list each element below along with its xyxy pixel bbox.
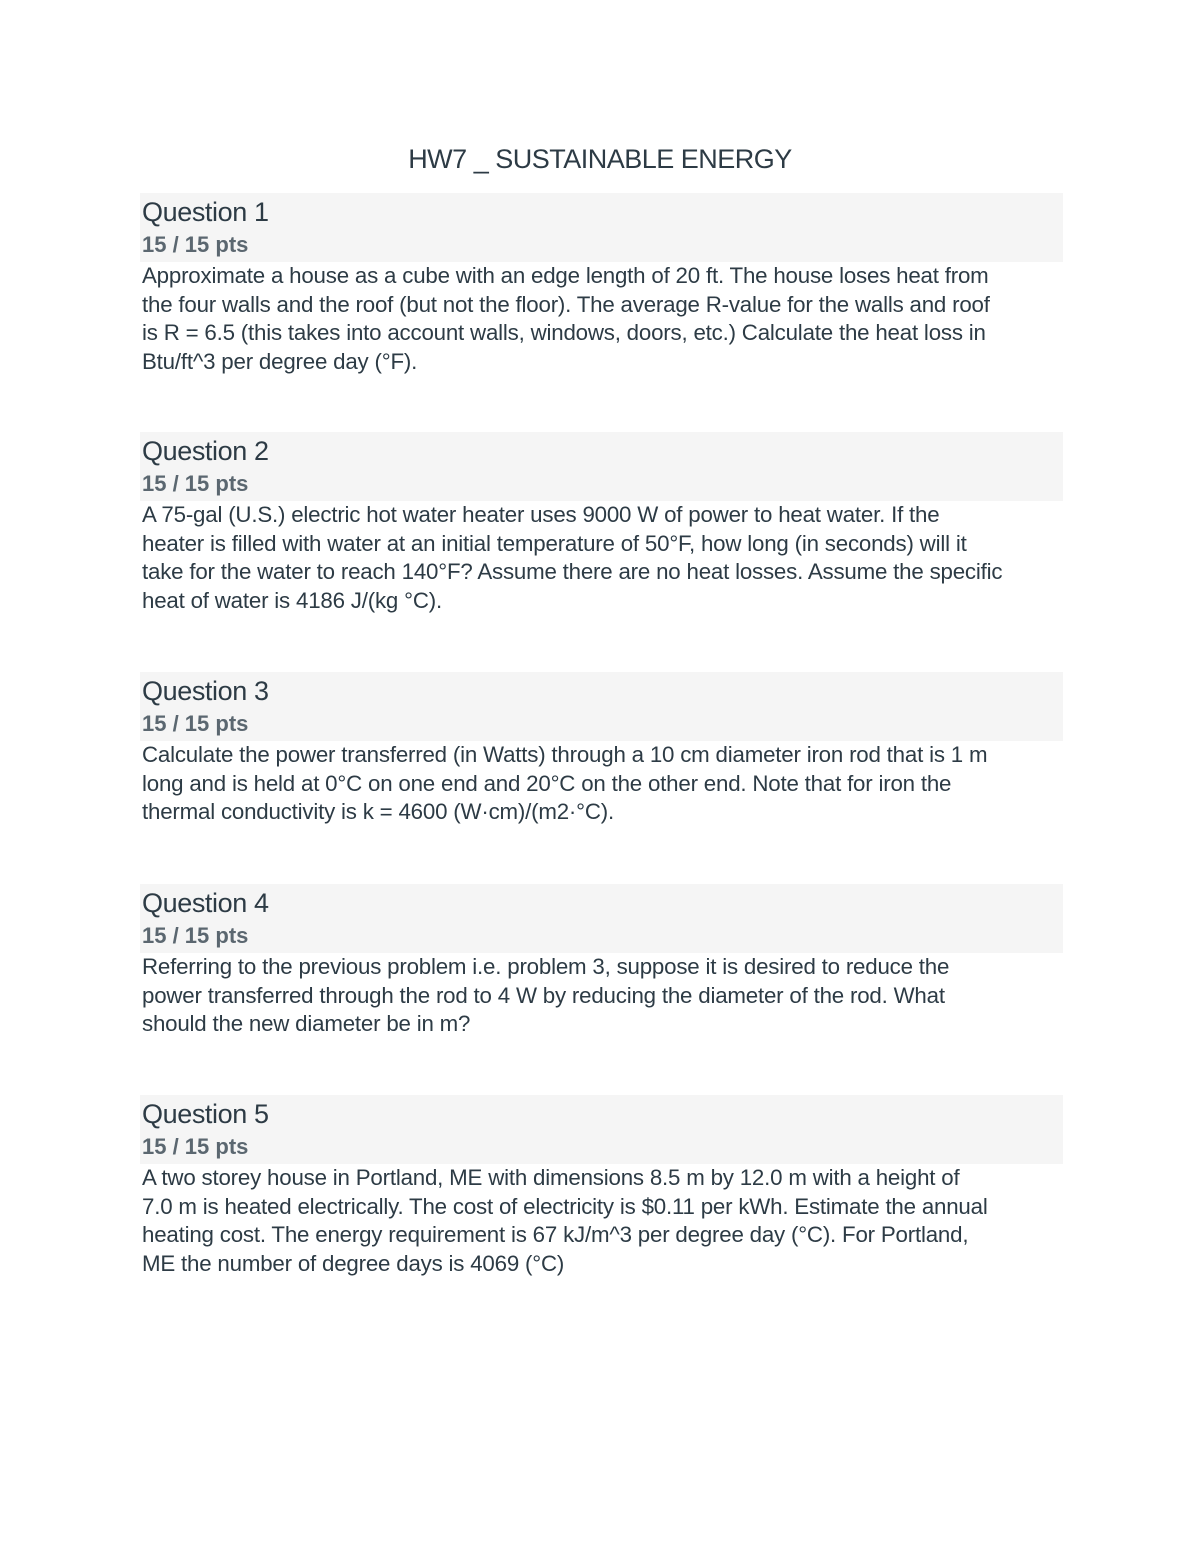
question-3	[140, 672, 1063, 827]
question-5	[140, 1095, 1063, 1278]
question-points: 15 / 15 pts	[142, 471, 249, 496]
question-header	[140, 884, 1063, 953]
question-points: 15 / 15 pts	[142, 232, 249, 257]
question-header	[140, 432, 1063, 501]
question-header	[140, 1095, 1063, 1164]
question-title: Question 2	[142, 436, 269, 466]
question-points: 15 / 15 pts	[142, 711, 249, 736]
question-text: Approximate a house as a cube with an edge length of 20 ft. The house loses heat from the four walls and the roof (but not the floor). The average R-value for the walls and roof is R = 6.5 (this takes into account walls, windows, doors, etc.) Calculate the heat loss in Btu/ft^3 per degree day (°F).	[142, 263, 990, 374]
question-points: 15 / 15 pts	[142, 1134, 249, 1159]
question-text: A two storey house in Portland, ME with dimensions 8.5 m by 12.0 m with a height of 7.0 m is heated electrically. The cost of electricity is $0.11 per kWh. Estimate the annual heating cost. The energy requirement is 67 kJ/m^3 per degree day (°C). For Portland, ME the number of degree days is 4069 (°C)	[142, 1165, 988, 1276]
question-text: Calculate the power transferred (in Watts) through a 10 cm diameter iron rod that is 1 m long and is held at 0°C on one end and 20°C on the other end. Note that for iron the thermal conductivity is k = 4600 (W·cm)/(m2·°C).	[142, 742, 988, 824]
question-2	[140, 432, 1063, 615]
question-text: A 75-gal (U.S.) electric hot water heater uses 9000 W of power to heat water. If the heater is filled with water at an initial temperature of 50°F, how long (in seconds) will it take for the water to reach 140°F? Assume there are no heat losses. Assume the specific heat of water is 4186 J/(kg °C).	[142, 502, 1003, 613]
question-points: 15 / 15 pts	[142, 923, 249, 948]
document-title: HW7 _ SUSTAINABLE ENERGY	[408, 144, 792, 174]
question-4	[140, 884, 1063, 1039]
question-title: Question 5	[142, 1099, 269, 1129]
question-title: Question 4	[142, 888, 269, 918]
question-title: Question 1	[142, 197, 269, 227]
question-text: Referring to the previous problem i.e. problem 3, suppose it is desired to reduce the power transferred through the rod to 4 W by reducing the diameter of the rod. What should the new diameter be in m?	[142, 954, 950, 1036]
question-header	[140, 193, 1063, 262]
question-header	[140, 672, 1063, 741]
question-1	[140, 193, 1063, 376]
question-title: Question 3	[142, 676, 269, 706]
